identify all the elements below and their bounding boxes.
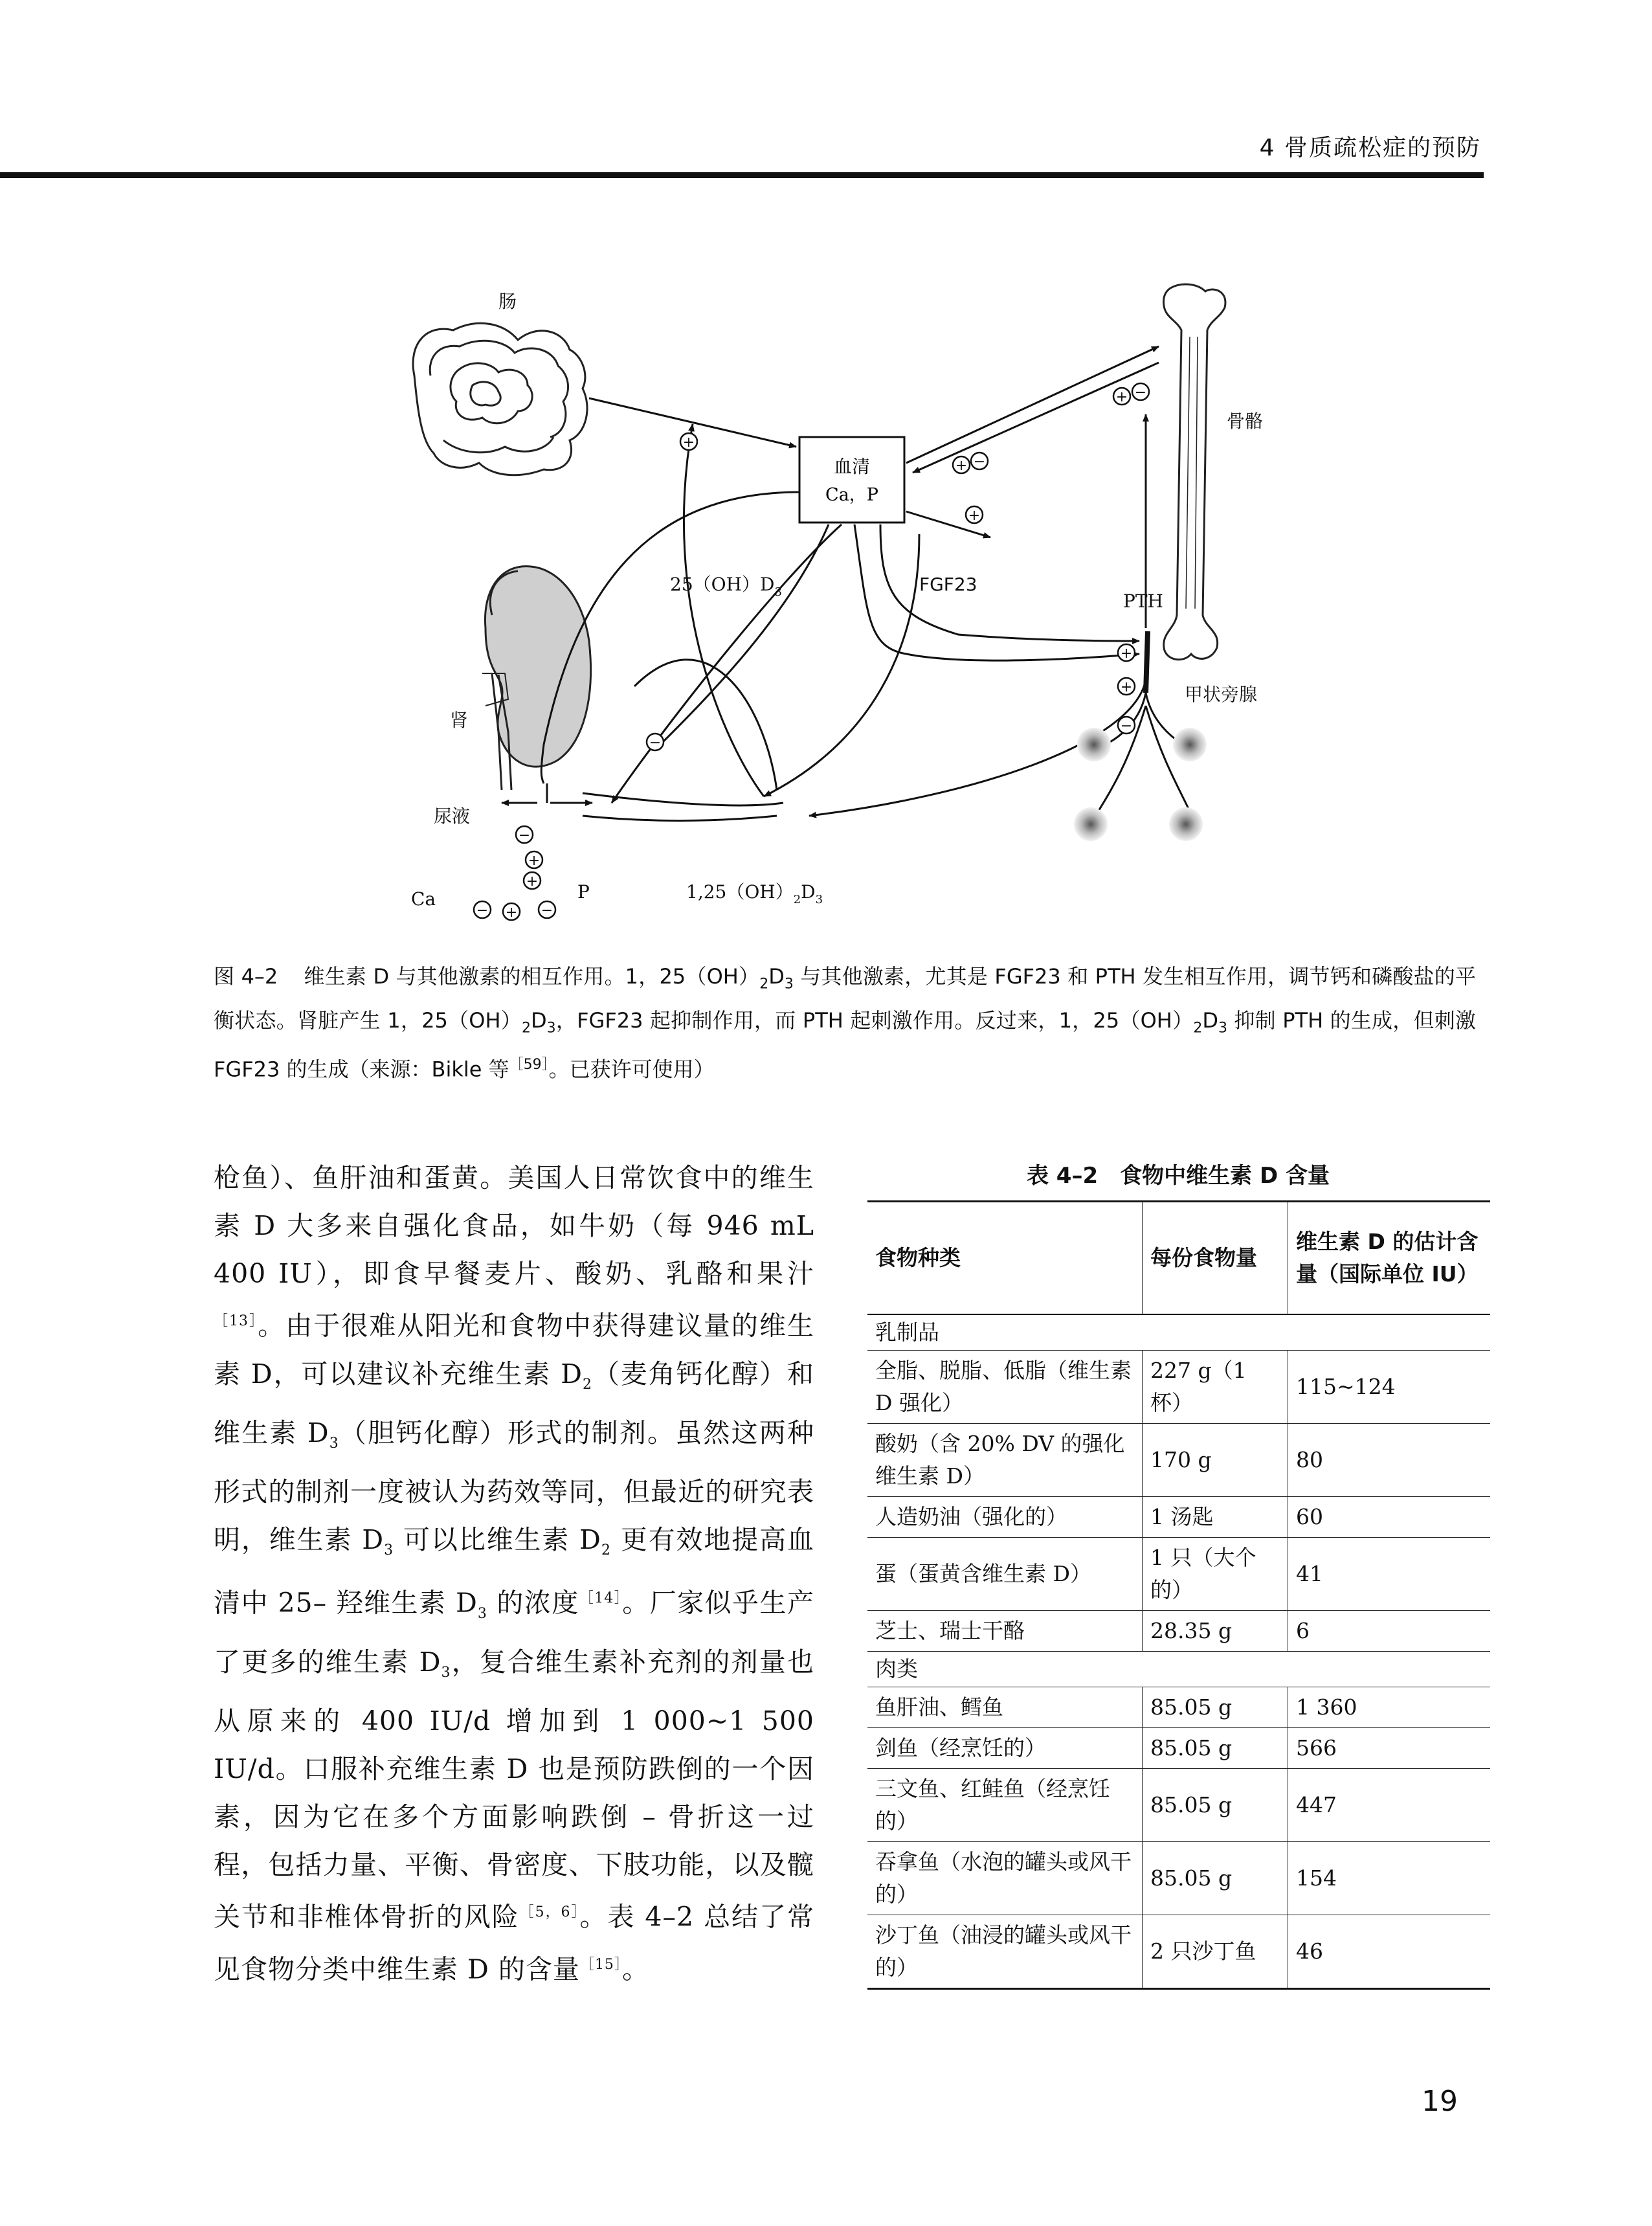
cell-food: 剑鱼（经烹饪的） xyxy=(867,1728,1143,1769)
caption-sub: 2 xyxy=(759,976,769,993)
svg-text:−: − xyxy=(541,903,553,919)
minus-sign xyxy=(474,901,491,919)
cell-serving: 170 g xyxy=(1143,1424,1288,1497)
body-text: 。 xyxy=(621,1953,649,1985)
table-header-row xyxy=(867,1202,1490,1315)
vitamin-d-hormone-diagram xyxy=(388,278,1264,921)
svg-text:+: + xyxy=(526,873,539,890)
table-row xyxy=(867,1611,1490,1652)
minus-sign xyxy=(971,453,988,470)
cell-serving: 85.05 g xyxy=(1143,1728,1288,1769)
table-category-row xyxy=(867,1314,1490,1351)
svg-text:+: + xyxy=(1120,679,1133,695)
cell-iu: 80 xyxy=(1288,1424,1491,1497)
body-sub: 2 xyxy=(601,1542,611,1559)
svg-text:+: + xyxy=(505,905,518,921)
table-row xyxy=(867,1687,1490,1728)
body-text: 。厂家似乎生产了更多的维生素 D xyxy=(214,1587,814,1678)
caption-text: D xyxy=(1202,1008,1218,1033)
oh-d3-label: $25(OH)D_3$ xyxy=(670,574,782,599)
minus-sign xyxy=(647,734,664,751)
plus-sign xyxy=(1113,388,1130,405)
cell-serving: 2 只沙丁鱼 xyxy=(1143,1915,1288,1989)
header-food-type: 食物种类 xyxy=(867,1202,1143,1315)
table-title-text: 食物中维生素 D 含量 xyxy=(1120,1163,1330,1189)
minus-sign xyxy=(1118,717,1135,734)
p-label: P xyxy=(577,881,590,903)
cell-serving: 1 汤匙 xyxy=(1143,1497,1288,1538)
table-row xyxy=(867,1915,1490,1989)
citation-ref: ［15］ xyxy=(579,1956,622,1973)
svg-text:+: + xyxy=(682,434,695,451)
caption-text: D xyxy=(768,964,785,989)
minus-sign xyxy=(539,901,555,919)
body-text: 可以比维生素 D xyxy=(394,1524,601,1556)
calcitriol-label: $1,25(OH)_2D_3$ xyxy=(686,881,823,906)
category-dairy: 乳制品 xyxy=(867,1314,1490,1351)
table-category-row xyxy=(867,1652,1490,1687)
kidney-illustration xyxy=(482,567,591,790)
cell-serving: 85.05 g xyxy=(1143,1687,1288,1728)
minus-sign xyxy=(516,826,533,844)
vitamin-d-food-table xyxy=(867,1200,1490,1990)
svg-text:+: + xyxy=(528,853,541,869)
svg-text:−: − xyxy=(518,827,531,844)
cell-iu: 566 xyxy=(1288,1728,1491,1769)
plus-sign xyxy=(680,433,697,451)
svg-text:−: − xyxy=(476,903,489,919)
cell-food: 蛋（蛋黄含维生素 D） xyxy=(867,1538,1143,1611)
table-row xyxy=(867,1769,1490,1842)
caption-text: ，FGF23 起抑制作用，而 PTH 起刺激作用。反过来，1，25（OH） xyxy=(555,1008,1194,1033)
cell-iu: 115~124 xyxy=(1288,1351,1491,1424)
cell-iu: 60 xyxy=(1288,1497,1491,1538)
kidney-label: 肾 xyxy=(450,710,469,731)
cell-food: 全脂、脱脂、低脂（维生素 D 强化） xyxy=(867,1351,1143,1424)
caption-text: 抑制 PTH 的生成，但刺激 FGF23 的生成（来源：Bikle 等 xyxy=(214,1008,1476,1082)
bone-illustration xyxy=(1163,284,1225,660)
cell-food: 吞拿鱼（水泡的罐头或风干的） xyxy=(867,1842,1143,1915)
svg-text:+: + xyxy=(968,508,981,524)
pth-glands xyxy=(1074,631,1207,841)
svg-text:+: + xyxy=(1115,389,1128,405)
header-serving: 每份食物量 xyxy=(1143,1202,1288,1315)
svg-text:−: − xyxy=(973,454,986,470)
svg-text:−: − xyxy=(649,735,662,751)
svg-text:−: − xyxy=(1134,385,1147,401)
cell-iu: 41 xyxy=(1288,1538,1491,1611)
caption-sub: 3 xyxy=(546,1020,556,1037)
caption-sub: 2 xyxy=(1193,1020,1203,1037)
cell-food: 鱼肝油、鳕鱼 xyxy=(867,1687,1143,1728)
intestine-illustration xyxy=(413,323,587,475)
table-title xyxy=(867,1158,1489,1189)
fgf23-label: FGF23 xyxy=(919,574,977,595)
plus-sign xyxy=(526,851,542,869)
body-sub: 3 xyxy=(441,1665,451,1681)
minus-sign xyxy=(1132,383,1149,401)
table-row xyxy=(867,1424,1490,1497)
plus-sign xyxy=(966,506,983,524)
serum-sub: Ca，P xyxy=(825,485,878,505)
cell-iu: 447 xyxy=(1288,1769,1491,1842)
body-text: 。由于很难从阳光和食物中获得建议量的维生素 D，可以建议补充维生素 D xyxy=(214,1310,815,1389)
header-rule xyxy=(0,172,1484,178)
urine-label: 尿液 xyxy=(434,805,471,827)
body-text: （胆钙化醇）形式的制剂。虽然这两种形式的制剂一度被认为药效等同，但最近的研究表明，维生素 D xyxy=(214,1417,814,1556)
caption-text: 维生素 D 与其他激素的相互作用。1，25（OH） xyxy=(304,964,760,989)
running-header: 4 骨质疏松症的预防 xyxy=(1259,135,1481,161)
cell-food: 人造奶油（强化的） xyxy=(867,1497,1143,1538)
svg-text:−: − xyxy=(1120,718,1133,734)
body-text: ，复合维生素补充剂的剂量也从原来的 400 IU/d 增加到 1 000~1 500 IU/d。口服补充维生素 D 也是预防跌倒的一个因素，因为它在多个方面影响跌倒 – 骨折这一过程，包括力量、平衡、骨密度、下肢功能，以及髋关节和非椎体骨折的风险 xyxy=(214,1647,815,1933)
cell-iu: 46 xyxy=(1288,1915,1491,1989)
figure-id: 图 4–2 xyxy=(214,964,278,989)
body-paragraph xyxy=(214,1154,814,1994)
cell-food: 三文鱼、红鲑鱼（经烹饪的） xyxy=(867,1769,1143,1842)
table-row xyxy=(867,1728,1490,1769)
caption-text: D xyxy=(531,1008,547,1033)
body-text: （麦角钙化醇）和维生素 D xyxy=(214,1358,815,1448)
caption-sub: 3 xyxy=(1218,1020,1227,1037)
citation-ref: ［14］ xyxy=(579,1590,623,1607)
body-text: 的浓度 xyxy=(487,1587,579,1619)
page-number: 19 xyxy=(1422,2085,1458,2118)
caption-sub: 3 xyxy=(784,976,794,993)
bone-label: 骨骼 xyxy=(1227,410,1264,432)
cell-food: 芝士、瑞士干酪 xyxy=(867,1611,1143,1652)
table-row xyxy=(867,1351,1490,1424)
cell-serving: 227 g（1 杯） xyxy=(1143,1351,1288,1424)
cell-iu: 154 xyxy=(1288,1842,1491,1915)
figure-caption xyxy=(214,958,1476,1087)
citation-ref: ［59］ xyxy=(509,1056,549,1073)
plus-sign xyxy=(953,456,970,474)
citation-ref: ［13］ xyxy=(214,1313,258,1329)
body-text: 枪鱼）、鱼肝油和蛋黄。美国人日常饮食中的维生素 D 大多来自强化食品，如牛奶（每 946 mL 400 IU），即食早餐麦片、酸奶、乳酪和果汁 xyxy=(214,1162,814,1289)
table-id: 表 4–2 xyxy=(1026,1163,1099,1189)
body-sub: 2 xyxy=(583,1376,593,1393)
svg-text:+: + xyxy=(1120,646,1133,662)
body-sub: 3 xyxy=(329,1435,339,1452)
diagram-arrows xyxy=(502,346,1159,821)
serum-box xyxy=(799,437,904,523)
cell-food: 沙丁鱼（油浸的罐头或风干的） xyxy=(867,1915,1143,1989)
plus-sign xyxy=(524,872,541,890)
plus-sign xyxy=(1118,644,1135,662)
plus-sign xyxy=(1118,678,1135,695)
body-sub: 3 xyxy=(384,1542,394,1559)
caption-text: 与其他激素，尤其是 FGF23 和 PTH 发生相互作用，调节钙和磷酸盐的平衡状态。肾脏产生 1，25（OH） xyxy=(214,964,1476,1033)
caption-sub: 2 xyxy=(522,1020,531,1037)
cell-serving: 85.05 g xyxy=(1143,1769,1288,1842)
header-vitamin-d: 维生素 D 的估计含量（国际单位 IU） xyxy=(1288,1202,1491,1315)
body-text: 更有效地提高血清中 25– 羟维生素 D xyxy=(214,1524,815,1619)
parathyroid-label: 甲状旁腺 xyxy=(1185,684,1258,705)
intestine-label: 肠 xyxy=(498,291,517,312)
cell-food: 酸奶（含 20% DV 的强化维生素 D） xyxy=(867,1424,1143,1497)
cell-serving: 85.05 g xyxy=(1143,1842,1288,1915)
body-sub: 3 xyxy=(477,1606,487,1623)
table-row xyxy=(867,1842,1490,1915)
caption-text: 。已获许可使用） xyxy=(548,1057,715,1082)
serum-title: 血清 xyxy=(833,456,871,477)
cell-serving: 1 只（大个的） xyxy=(1143,1538,1288,1611)
category-meat: 肉类 xyxy=(867,1652,1490,1687)
citation-ref: ［5，6］ xyxy=(519,1904,580,1921)
body-text: 。表 4–2 总结了常见食物分类中维生素 D 的含量 xyxy=(214,1901,814,1985)
svg-text:+: + xyxy=(955,458,968,474)
pth-label: PTH xyxy=(1123,590,1163,612)
cell-iu: 1 360 xyxy=(1288,1687,1491,1728)
cell-iu: 6 xyxy=(1288,1611,1491,1652)
cell-serving: 28.35 g xyxy=(1143,1611,1288,1652)
table-row xyxy=(867,1497,1490,1538)
plus-sign xyxy=(503,903,520,921)
table-row xyxy=(867,1538,1490,1611)
ca-label: Ca xyxy=(411,888,436,910)
